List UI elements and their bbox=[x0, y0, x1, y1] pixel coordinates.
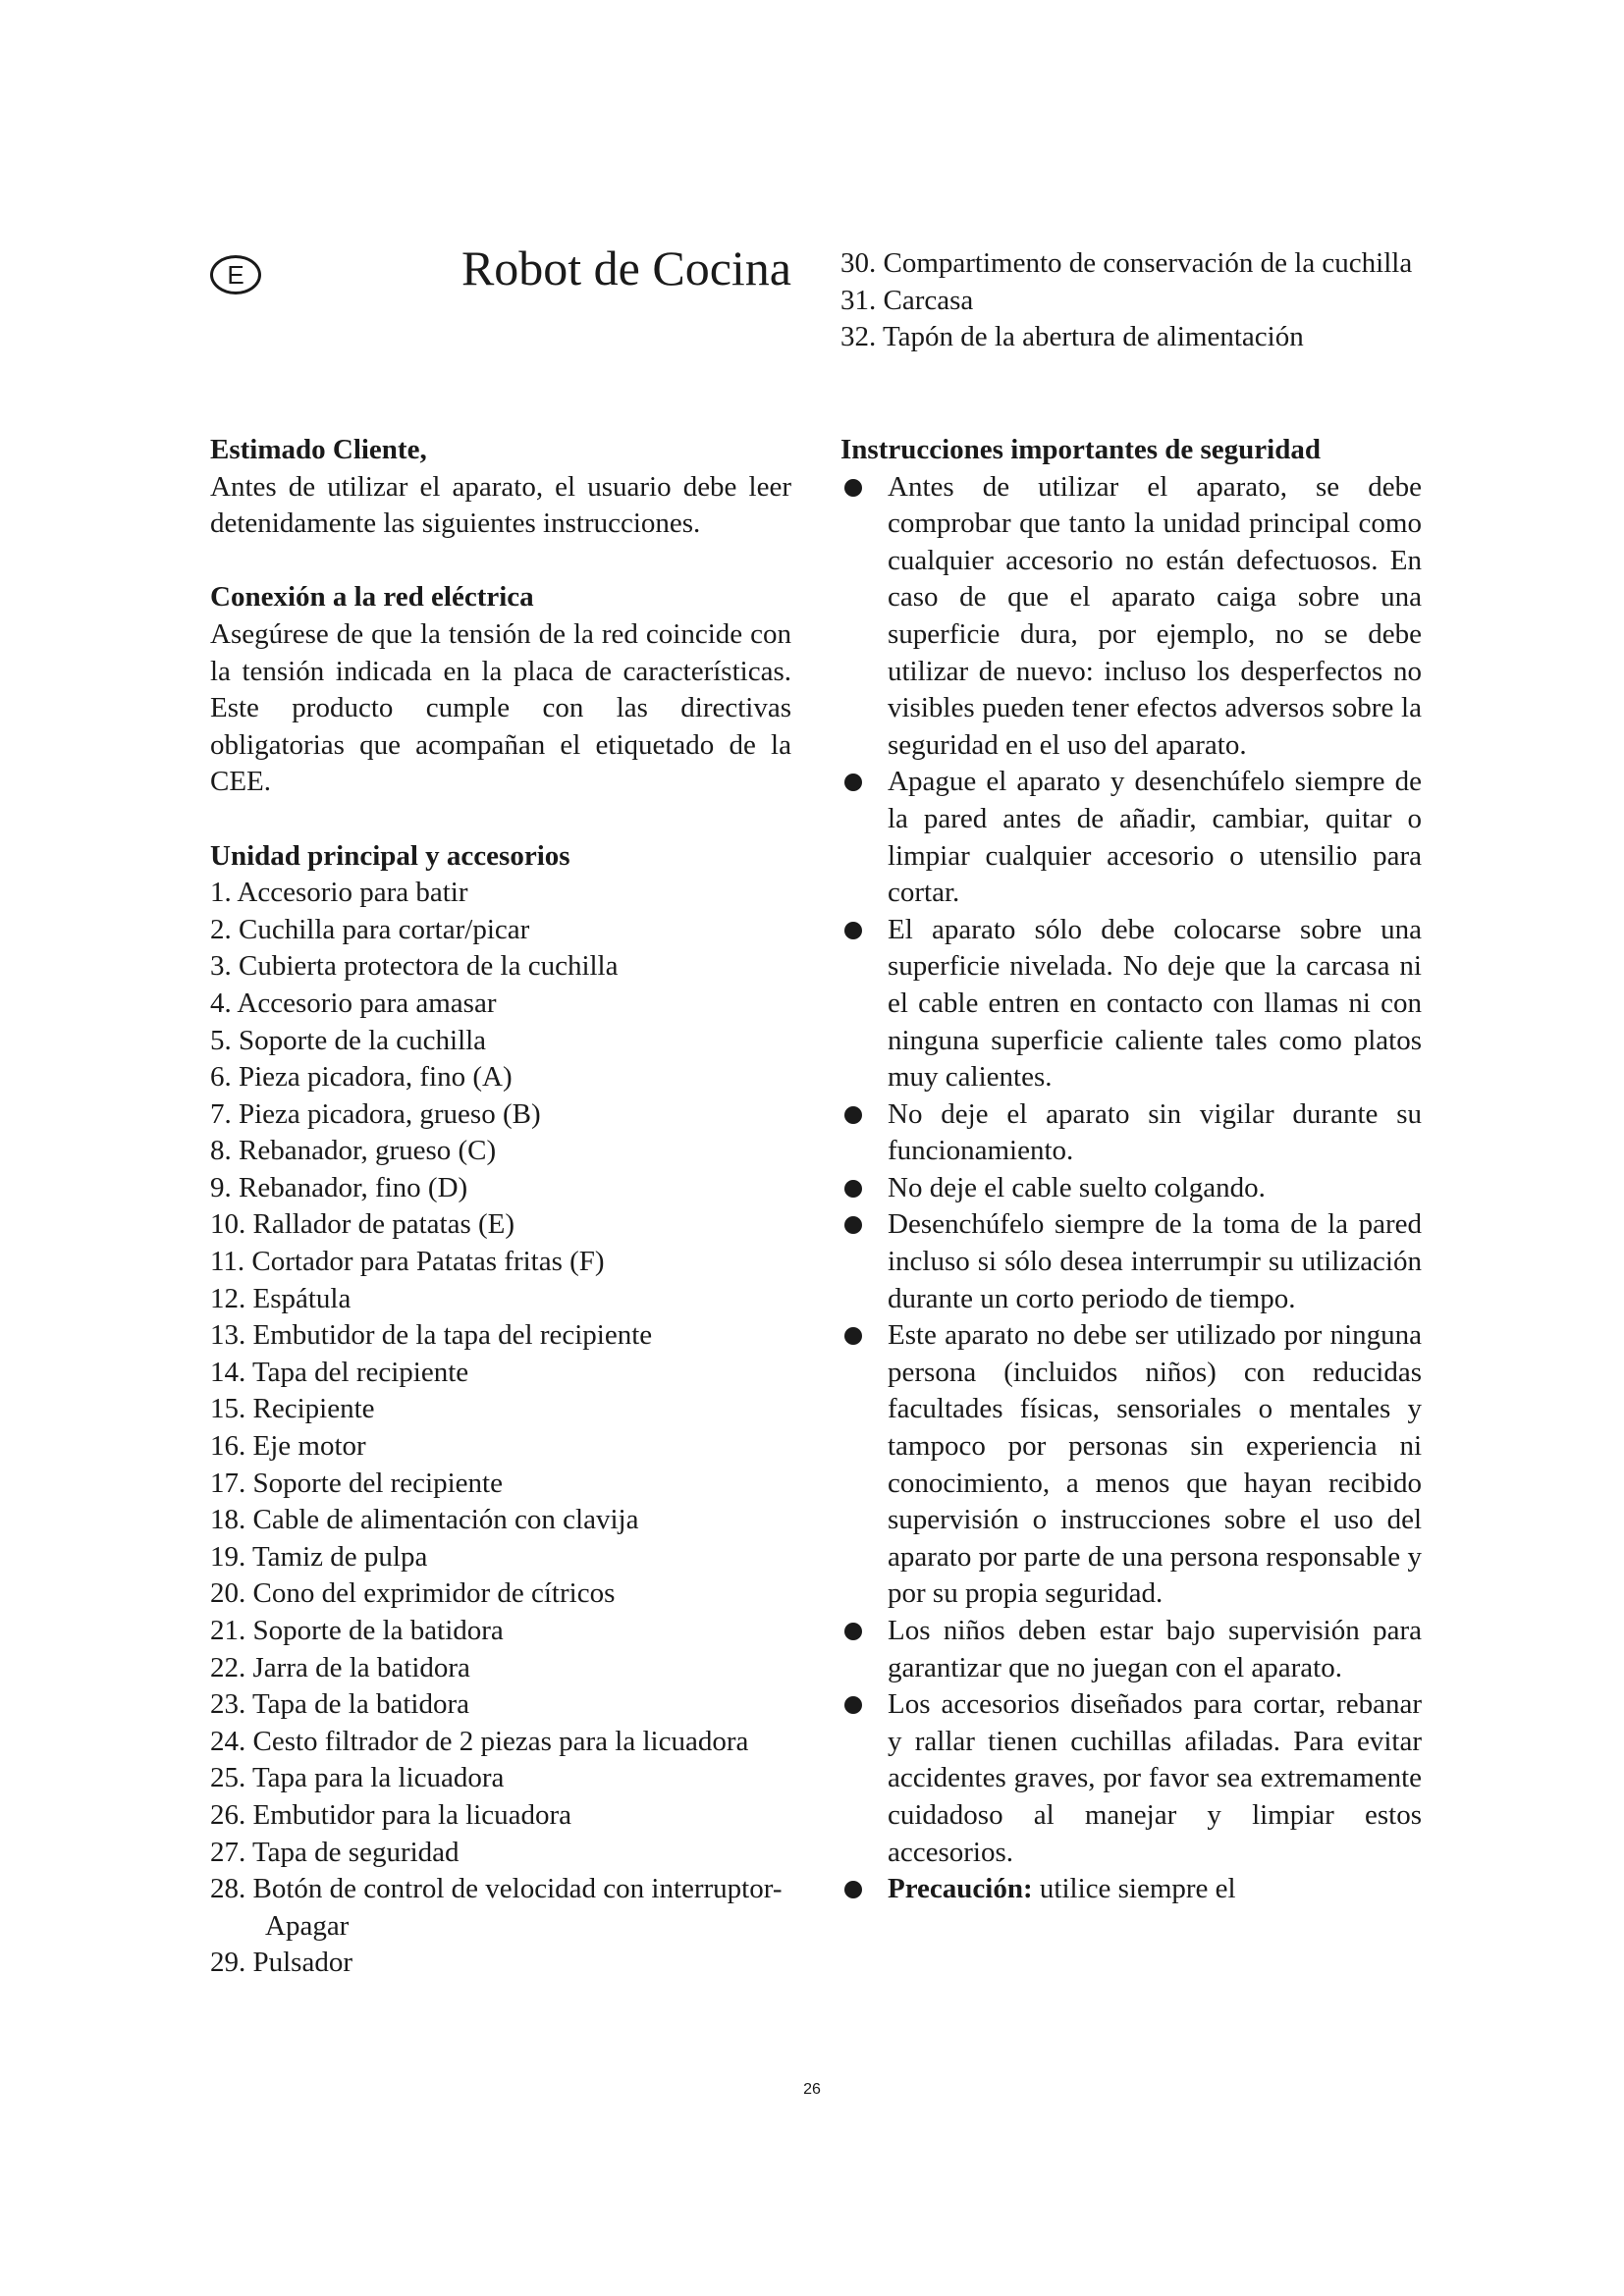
list-item: 24. Cesto filtrador de 2 piezas para la licuadora bbox=[210, 1725, 749, 1757]
list-item: Este aparato no debe ser utilizado por ninguna persona (incluidos niños) con reducidas facultades físicas, sensoriales o mentales y tampoco por personas sin experiencia ni conocimiento, a menos que hayan recibido supervisión o instrucciones sobre el uso del aparato por parte de una persona responsable y por su propia seguridad. bbox=[840, 1317, 1422, 1613]
list-item: 11. Cortador para Patatas fritas (F) bbox=[210, 1246, 605, 1278]
parts-list bbox=[210, 875, 791, 1982]
list-item: Apague el aparato y desenchúfelo siempre de la pared antes de añadir, cambiar, quitar o limpiar cualquier accesorio o utensilio para cortar. bbox=[840, 764, 1422, 911]
list-item: 27. Tapa de seguridad bbox=[210, 1836, 460, 1868]
list-item: Los niños deben estar bajo supervisión para garantizar que no juegan con el aparato. bbox=[840, 1613, 1422, 1686]
bullet-icon bbox=[844, 1327, 862, 1345]
list-item: 14. Tapa del recipiente bbox=[210, 1356, 469, 1388]
bullet-icon bbox=[844, 922, 862, 939]
bullet-icon bbox=[844, 1623, 862, 1640]
page-number: 26 bbox=[803, 2081, 821, 2098]
list-item: Desenchúfelo siempre de la toma de la pared incluso si sólo desea interrumpir su utilización durante un corto periodo de tiempo. bbox=[840, 1206, 1422, 1317]
list-item: 9. Rebanador, fino (D) bbox=[210, 1171, 468, 1203]
list-item: 30. Compartimento de conservación de la cuchilla bbox=[840, 247, 1413, 279]
list-item: 18. Cable de alimentación con clavija bbox=[210, 1504, 639, 1536]
bullet-icon bbox=[844, 1180, 862, 1198]
parts-list-continued bbox=[840, 245, 1422, 356]
list-item: 3. Cubierta protectora de la cuchilla bbox=[210, 950, 619, 983]
list-item: 26. Embutidor para la licuadora bbox=[210, 1798, 572, 1831]
caution-label: Precaución: bbox=[888, 1873, 1033, 1905]
list-item: 16. Eje motor bbox=[210, 1430, 366, 1463]
intro-paragraph: Antes de utilizar el aparato, el usuario debe leer detenidamente las siguientes instrucciones. bbox=[210, 470, 791, 540]
bullet-icon bbox=[844, 774, 862, 791]
list-item: 25. Tapa para la licuadora bbox=[210, 1762, 505, 1794]
list-item: 12. Espátula bbox=[210, 1282, 352, 1314]
list-item: 31. Carcasa bbox=[840, 284, 974, 316]
parts-heading: Unidad principal y accesorios bbox=[210, 839, 570, 872]
safety-heading: Instrucciones importantes de seguridad bbox=[840, 434, 1321, 465]
left-column bbox=[210, 432, 791, 1982]
list-item: 7. Pieza picadora, grueso (B) bbox=[210, 1097, 541, 1130]
list-item: 17. Soporte del recipiente bbox=[210, 1467, 503, 1499]
list-item: Antes de utilizar el aparato, se debe comprobar que tanto la unidad principal como cualquier accesorio no están defectuosos. En caso de que el aparato caiga sobre una superficie dura, por ejemplo, no se debe utilizar de nuevo: incluso los desperfectos no visibles pueden tener efectos adversos sobre la seguridad en el uso del aparato. bbox=[840, 469, 1422, 765]
bullet-icon bbox=[844, 479, 862, 497]
list-item: Los accesorios diseñados para cortar, rebanar y rallar tienen cuchillas afiladas. Para evitar accidentes graves, por favor sea extremamente cuidadoso al manejar y limpiar estos accesorios. bbox=[840, 1686, 1422, 1871]
list-item: 6. Pieza picadora, fino (A) bbox=[210, 1061, 513, 1094]
list-item: 2. Cuchilla para cortar/picar bbox=[210, 913, 530, 945]
list-item: 13. Embutidor de la tapa del recipiente bbox=[210, 1319, 653, 1352]
greeting: Estimado Cliente, bbox=[210, 434, 427, 465]
list-item: 22. Jarra de la batidora bbox=[210, 1651, 470, 1683]
page-title: Robot de Cocina bbox=[460, 240, 791, 295]
list-item: 15. Recipiente bbox=[210, 1393, 375, 1425]
list-item: No deje el cable suelto colgando. bbox=[840, 1170, 1422, 1207]
safety-list bbox=[840, 469, 1422, 1908]
power-connection-paragraph: Asegúrese de que la tensión de la red coincide con la tensión indicada en la placa de características. Este producto cumple con las directivas obligatorias que acompañan el etiquetado de la CEE. bbox=[210, 617, 791, 798]
list-item: 19. Tamiz de pulpa bbox=[210, 1540, 428, 1573]
list-item: 10. Rallador de patatas (E) bbox=[210, 1208, 515, 1241]
list-item: 20. Cono del exprimidor de cítricos bbox=[210, 1577, 616, 1610]
bullet-icon bbox=[844, 1216, 862, 1234]
list-item: 5. Soporte de la cuchilla bbox=[210, 1024, 487, 1056]
bullet-icon bbox=[844, 1881, 862, 1898]
right-column bbox=[840, 432, 1422, 1908]
bullet-icon bbox=[844, 1696, 862, 1714]
caution-item bbox=[840, 1871, 1422, 1908]
list-item: No deje el aparato sin vigilar durante su funcionamiento. bbox=[840, 1096, 1422, 1170]
list-item: 8. Rebanador, grueso (C) bbox=[210, 1135, 497, 1167]
list-item: 29. Pulsador bbox=[210, 1947, 352, 1979]
list-item: 4. Accesorio para amasar bbox=[210, 987, 497, 1019]
list-item: 1. Accesorio para batir bbox=[210, 877, 468, 909]
language-badge: E bbox=[210, 255, 261, 294]
right-column-top bbox=[840, 245, 1422, 356]
list-item: El aparato sólo debe colocarse sobre una superficie nivelada. No deje que la carcasa ni el cable entren en contacto con llamas ni con ninguna superficie caliente tales como platos muy calientes. bbox=[840, 912, 1422, 1096]
bullet-icon bbox=[844, 1106, 862, 1124]
list-item: 32. Tapón de la abertura de alimentación bbox=[840, 321, 1304, 353]
caution-text: utilice siempre el bbox=[1039, 1873, 1236, 1905]
list-item: 23. Tapa de la batidora bbox=[210, 1688, 469, 1721]
power-connection-heading: Conexión a la red eléctrica bbox=[210, 581, 534, 614]
list-item: 21. Soporte de la batidora bbox=[210, 1615, 504, 1646]
list-item: 28. Botón de control de velocidad con interruptor-Apagar bbox=[210, 1873, 783, 1942]
